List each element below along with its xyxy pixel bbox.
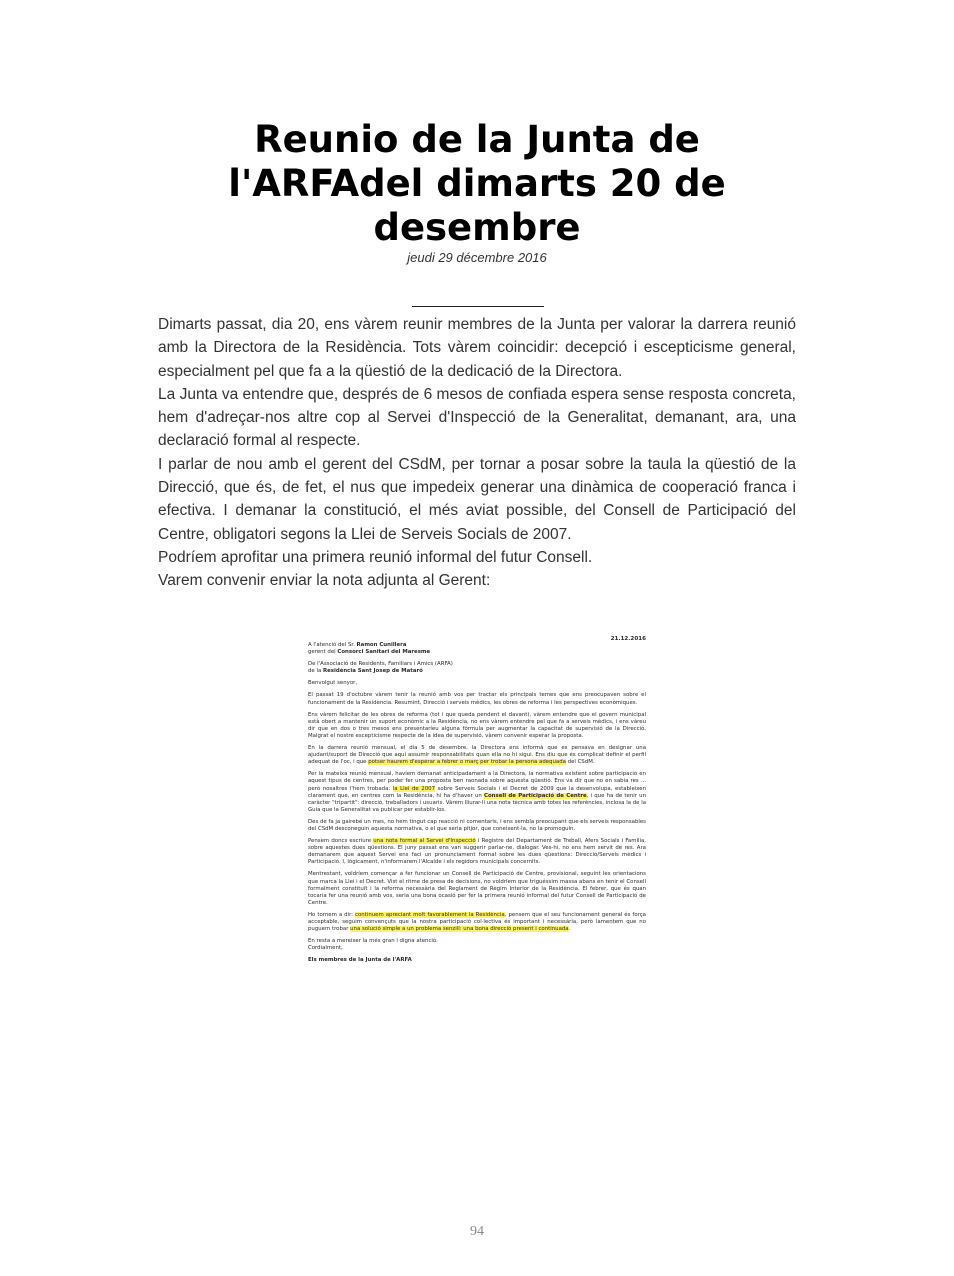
page-title: Reunio de la Junta de l'ARFAdel dimarts 20 de desembre (228, 118, 726, 249)
letter-sender-org: Residència Sant Josep de Mataró (322, 668, 423, 675)
letter-highlight: continuem apreciant molt favorablement la Residència (355, 911, 505, 918)
letter-text: , i que ha de tenir un caràcter "tripartit": direcció, treballadors i usuaris. Vàrem lliurar-li una nota tècnica amb totes les referències, inclosa la de la Guia que la Generalitat va publicar per establir-los. (308, 792, 646, 813)
letter-paragraph (308, 771, 646, 814)
letter-text: Pensem doncs escriure (308, 838, 374, 845)
letter-paragraph (308, 912, 646, 933)
letter-date: 21.12.2016 (610, 636, 646, 642)
letter-text: , pensem que el seu funcionament general és força acceptable, seguim convençuts que la nostra participació col·lectiva és important i necessària, però lamentem que no puguem trobar (308, 911, 646, 933)
article-paragraph: La Junta va entendre que, després de 6 mesos de confiada espera sense resposta concreta, hem d'adreçar-nos altre cop al Servei d'Inspecció de la Generalitat, demanant, ara, una declaració formal al respecte. (158, 385, 796, 450)
letter-body (308, 642, 646, 969)
article-paragraph: Podríem aprofitar una primera reunió informal del futur Consell. (158, 548, 593, 566)
letter-text: En la darrera reunió mensual, el dia 5 de desembre, la Directora ens informà que es pensava en designar una ajudant/suport de Direcció que aquí assumir responsabilitats quan ella no hi sigui. Ens diu que és complicat definir el perfil adequat de l'oc, i que (308, 745, 646, 766)
letter-paragraph: Ens vàrem felicitar de les obres de reforma (tot i que queda pendent el davant), vàrem entendre que el govern municipal està obert a mantenir un suport econòmic a la Residència, no ens vàrem entendre pel que fa a serveis mèdics, i ens vàreu dir que en dos o tres mesos ens presentaríeu alguna fórmula per augmentar la capacitat de supervisió de la Direcció. Malgrat el nostre escepticisme respecte de la idea de supervisió, vàrem convenir esperar la proposta. (308, 711, 646, 739)
letter-highlight: una nota formal al Servei d'Inspecció (373, 838, 476, 845)
letter-closing-line: Cordialment, (308, 945, 343, 952)
letter-address-prefix: gerent del (308, 649, 338, 656)
article-body (158, 313, 796, 593)
letter-sender-line: De l'Associació de Residents, Familiars i Amics (ARFA) (308, 661, 453, 668)
letter-recipient-name: Ramon Cunillera (356, 642, 407, 648)
letter-text: Ho tornem a dir: (308, 911, 356, 918)
letter-paragraph (308, 838, 646, 866)
letter-sender-prefix: de la (308, 668, 323, 675)
letter-paragraph: Mentrestant, voldríem començar a fer funcionar un Consell de Participació de Centre, provisional, seguint les orientacions que marca la Llei i el Decret. Vist el ritme de presa de decisions, no voldríem que triguéssim massa abans en tenir el Consell formalment constituït i la reforma necessària del Reglament de Règim Interior de la Residència. El febrer, que és quan tocaria fer una reunió amb vos, seria una bona ocasió per fer la primera reunió informal del futur Consell de Participació de Centre. (308, 871, 646, 906)
title-divider (412, 306, 544, 307)
article-paragraph: I parlar de nou amb el gerent del CSdM, per tornar a posar sobre la taula la qüestió de la Direcció, que és, de fet, el nus que impedeix generar una dinàmica de cooperació franca i efectiva. I demanar la constitució, el més aviat possible, del Consell de Participació del Centre, obligatori segons la Llei de Serveis Socials de 2007. (158, 455, 796, 543)
article-paragraph: Varem convenir enviar la nota adjunta al Gerent: (158, 572, 491, 590)
letter-closing-line: En resta a mereixer la més gran i digna atenció. (308, 938, 438, 945)
letter-paragraph (308, 745, 646, 766)
letter-address-prefix: A l'atenció del Sr. (308, 642, 357, 648)
letter-greeting: Benvolgut senyor, (308, 680, 358, 687)
letter-paragraph: Des de fa ja gairebé un mes, no hem tingut cap reacció ni comentaris, i ens sembla preocupant que els serveis responsables del CSdM desconeguin aquesta normativa, o el que seria pitjor, que coneixent-la, no la promoguin. (308, 818, 646, 832)
letter-text: sobre Serveis Socials i el Decret de 2009 que la desenvolupa, estableixen clarament que, en centres com la Residència, hi ha d'haver un (308, 785, 647, 799)
letter-highlight: una solució simple a un problema senzill: una bona direcció present i continuada (350, 926, 569, 933)
page-number: 94 (470, 1224, 484, 1239)
letter-signature: Els membres de la Junta de l'ARFA (308, 957, 412, 964)
letter-text: . (568, 926, 571, 933)
letter-address (308, 642, 646, 656)
letter-text: i Registre del Departament de Treball, Afers Socials i Família, sobre aquestes dues qüestions. El juny passat ens van suggerir parlar-ne, dialogar. Ves-hi, no ens hem servit de res. Ara demanarem que aquest Servei ens faci un pronunciament formal sobre les dues qüestions: Direcció/Serveis mèdics i Participació. I, lògicament, n'informarem l'Alcalde i els regidors municipals concernits. (308, 838, 646, 866)
letter-highlight: la Llei de 2007 (392, 785, 436, 792)
letter-text: del CSdM. (565, 759, 595, 766)
letter-highlight: potser haurem d'esperar a febrer o març per trobar la persona adequada (368, 759, 566, 766)
letter-highlight: Consell de Participació de Centre (483, 792, 587, 799)
letter-closing (308, 938, 646, 952)
post-date: jeudi 29 décembre 2016 (407, 250, 547, 265)
letter-text: Per la mateixa reunió mensual, havíem demanat anticipadament a la Directora, la normativa existent sobre participació en aquest tipus de centres, per poder fer una proposta ben raonada sobre aquesta qüestió. Ens va dir que no en sabia res ... però nosaltres l'hem trobada: (308, 771, 646, 792)
attached-letter-image (304, 632, 650, 1094)
letter-sender (308, 661, 646, 675)
article-paragraph: Dimarts passat, dia 20, ens vàrem reunir membres de la Junta per valorar la darrera reunió amb la Directora de la Residència. Tots vàrem coincidir: decepció i escepticisme general, especialment pel que fa a la qüestió de la dedicació de la Directora. (158, 316, 796, 380)
letter-paragraph: El passat 19 d'octubre vàrem tenir la reunió amb vos per tractar els principals temes que ens preocupaven sobre el funcionament de la Residència. Resumint, Direcció i serveis mèdics, les obres de reforma i les perspectives econòmiques. (308, 692, 646, 706)
letter-recipient-org: Consorci Sanitari del Maresme (337, 649, 431, 656)
